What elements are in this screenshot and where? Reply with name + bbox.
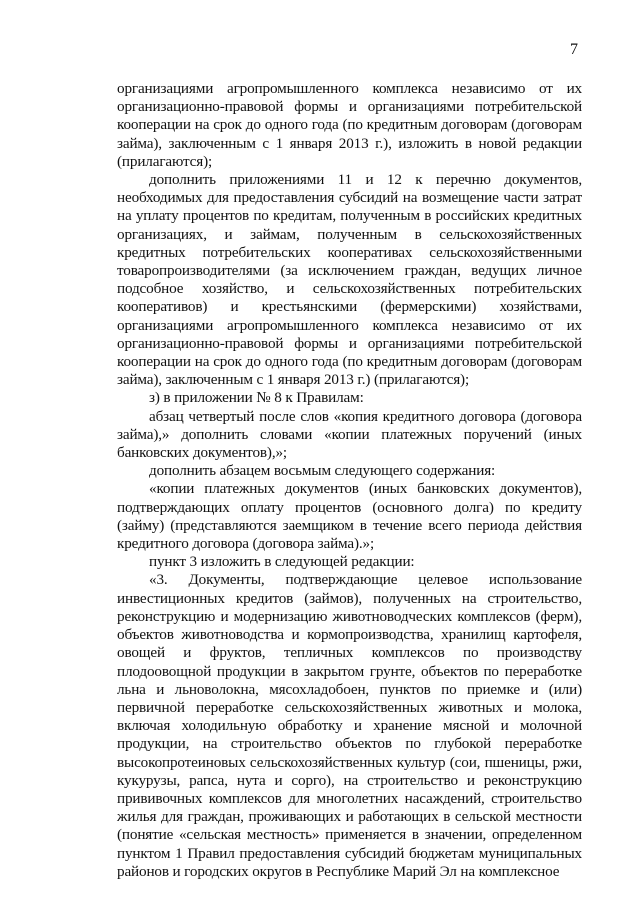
page-number: 7 [570,41,578,58]
paragraph: з) в приложении № 8 к Правилам: [149,389,364,407]
paragraph: пункт 3 изложить в следующей редакции: [149,553,415,571]
paragraph: дополнить приложениями 11 и 12 к перечню документов, необходимых для предоставления субсидий на возмещение части затрат на уплату процентов по кредитам, полученным в российских кредитных организациях, и займам, полученным в сельскохозяйственных кредитных потребительских кооперативах сельскохозяйственными товаропроизводителями (за исключением граждан, ведущих личное подсобное хозяйство, и сельскохозяйственных потребительских кооперативов) и крестьянскими (фермерскими) хозяйствами, организациями агропромышленного комплекса независимо от их организационно-правовой формы и организациями потребительской кооперации на срок до одного года (по кредитным договорам (договорам займа), заключенным с 1 января 2013 г.) (прилагаются); [117,171,582,389]
paragraph: «копии платежных документов (иных банковских документов), подтверждающих оплату процентов (основного долга) по кредиту (займу) (представляются заемщиком в течение всего периода действия кредитного договора (договора займа).»; [117,480,582,553]
paragraph: организациями агропромышленного комплекса независимо от их организационно-правовой формы и организациями потребительской кооперации на срок до одного года (по кредитным договорам (договорам займа), заключенным с 1 января 2013 г.), изложить в новой редакции (прилагаются); [117,80,582,170]
paragraph: абзац четвертый после слов «копия кредитного договора (договора займа),» дополнить словами «копии платежных поручений (иных банковских документов),»; [117,407,582,462]
document-body [117,80,582,881]
paragraph: дополнить абзацем восьмым следующего содержания: [149,462,496,480]
paragraph: «3. Документы, подтверждающие целевое использование инвестиционных кредитов (займов), полученных на строительство, реконструкцию и модернизацию животноводческих комплексов (ферм), объектов животноводства и кормопроизводства, хранилищ картофеля, овощей и фруктов, тепличных комплексов по производству плодоовощной продукции в закрытом грунте, объектов по переработке льна и льноволокна, мясохладобоен, пунктов по приемке и (или) первичной переработке сельскохозяйственных животных и молока, включая холодильную обработку и хранение мясной и молочной продукции, на строительство объектов по глубокой переработке высокопротеиновых сельскохозяйственных культур (сои, пшеницы, ржи, кукурузы, рапса, нута и сорго), на строительство и реконструкцию прививочных комплексов для многолетних насаждений, строительство жилья для граждан, проживающих и работающих в сельской местности (понятие «сельская местность» применяется в значении, определенном пунктом 1 Правил предоставления субсидий бюджетам муниципальных районов и городских округов в Республике Марий Эл на комплексное [117,571,582,880]
